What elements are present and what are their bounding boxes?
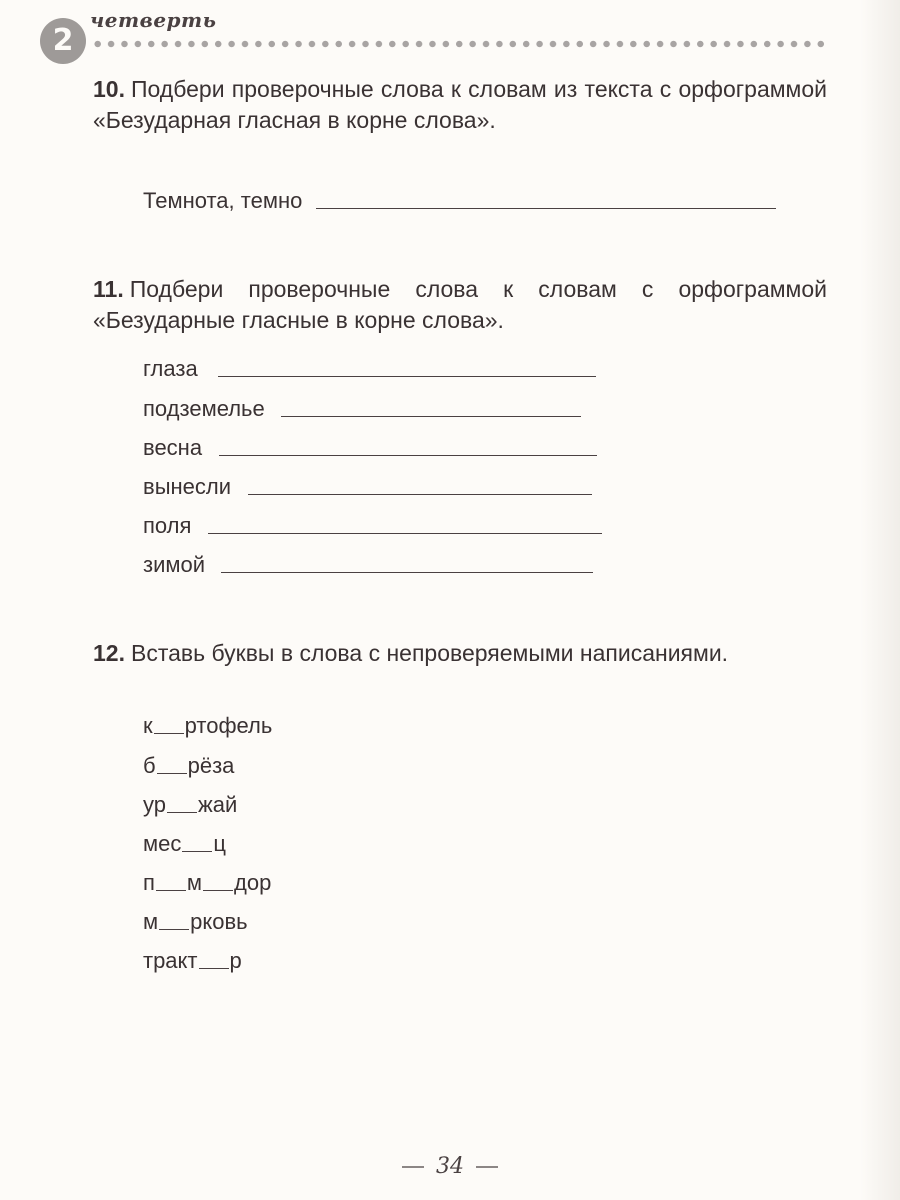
- letter-gap-input[interactable]: [203, 870, 233, 891]
- word-part: рковь: [190, 909, 248, 934]
- exercise-10-prompt: [93, 74, 827, 136]
- dash-left: [402, 1166, 424, 1168]
- fill-word: [143, 944, 242, 974]
- letter-gap-input[interactable]: [156, 870, 186, 891]
- word-part: р: [229, 948, 242, 973]
- word-part: дор: [234, 870, 272, 895]
- exercise-12-prompt: [93, 638, 827, 669]
- exercise-11: [93, 274, 827, 336]
- exercise-11-answer-input[interactable]: [221, 548, 593, 573]
- exercise-10: [93, 74, 827, 136]
- letter-gap-input[interactable]: [167, 792, 197, 813]
- exercise-10-row: [143, 184, 776, 214]
- exercise-11-row: [143, 392, 581, 422]
- page-edge-shadow: [860, 0, 900, 1200]
- letter-gap-input[interactable]: [154, 713, 184, 734]
- dotted-divider: [91, 40, 829, 48]
- fill-word: [143, 827, 226, 857]
- exercise-12: [93, 638, 827, 669]
- word-part: ур: [143, 792, 166, 817]
- exercise-11-word: глаза: [143, 356, 198, 381]
- exercise-10-answer-input[interactable]: [316, 184, 776, 209]
- word-part: рёза: [187, 753, 235, 778]
- exercise-11-word: весна: [143, 435, 203, 460]
- word-part: жай: [198, 792, 238, 817]
- exercise-10-word: Темнота, темно: [143, 188, 303, 213]
- exercise-12-number: 12.: [93, 640, 125, 666]
- quarter-label: четверть: [90, 8, 217, 32]
- fill-word: [143, 905, 248, 935]
- word-part: тракт: [143, 948, 198, 973]
- exercise-11-word: зимой: [143, 552, 206, 577]
- dash-right: [476, 1166, 498, 1168]
- exercise-11-word: поля: [143, 513, 192, 538]
- exercise-11-answer-input[interactable]: [218, 352, 596, 377]
- word-part: м: [186, 870, 203, 895]
- letter-gap-input[interactable]: [159, 909, 189, 930]
- exercise-11-answer-input[interactable]: [219, 431, 597, 456]
- word-part: ц: [213, 831, 226, 856]
- exercise-12-text: Вставь буквы в слова с непроверяемыми написаниями.: [130, 640, 729, 666]
- exercise-11-answer-input[interactable]: [208, 509, 602, 534]
- fill-word: [143, 788, 237, 818]
- exercise-11-row: [143, 352, 596, 382]
- exercise-11-row: [143, 548, 593, 578]
- word-part: м: [143, 909, 159, 934]
- exercise-11-text: Подбери проверочные слова к словам с орфограммой «Безударные гласные в корне слова».: [93, 276, 827, 333]
- fill-word: [143, 866, 271, 896]
- fill-word: [143, 709, 272, 739]
- exercise-11-answer-input[interactable]: [248, 470, 592, 495]
- page-number-value: 34: [436, 1154, 464, 1179]
- letter-gap-input[interactable]: [157, 753, 187, 774]
- exercise-11-prompt: [93, 274, 827, 336]
- letter-gap-input[interactable]: [199, 948, 229, 969]
- exercise-10-number: 10.: [93, 76, 125, 102]
- exercise-11-word: вынесли: [143, 474, 232, 499]
- word-part: п: [143, 870, 155, 895]
- page-number: [0, 1154, 900, 1179]
- word-part: мес: [143, 831, 182, 856]
- word-part: ртофель: [184, 713, 273, 738]
- word-part: к: [143, 713, 153, 738]
- exercise-11-row: [143, 470, 592, 500]
- exercise-11-number: 11.: [93, 276, 124, 302]
- exercise-10-text: Подбери проверочные слова к словам из текста с орфограммой «Безударная гласная в корне слова».: [93, 76, 827, 133]
- letter-gap-input[interactable]: [182, 831, 212, 852]
- exercise-11-word: подземелье: [143, 396, 265, 421]
- exercise-11-answer-input[interactable]: [281, 392, 581, 417]
- exercise-11-row: [143, 509, 602, 539]
- word-part: б: [143, 753, 156, 778]
- fill-word: [143, 749, 234, 779]
- quarter-number-badge: 2: [40, 18, 86, 64]
- exercise-11-row: [143, 431, 597, 461]
